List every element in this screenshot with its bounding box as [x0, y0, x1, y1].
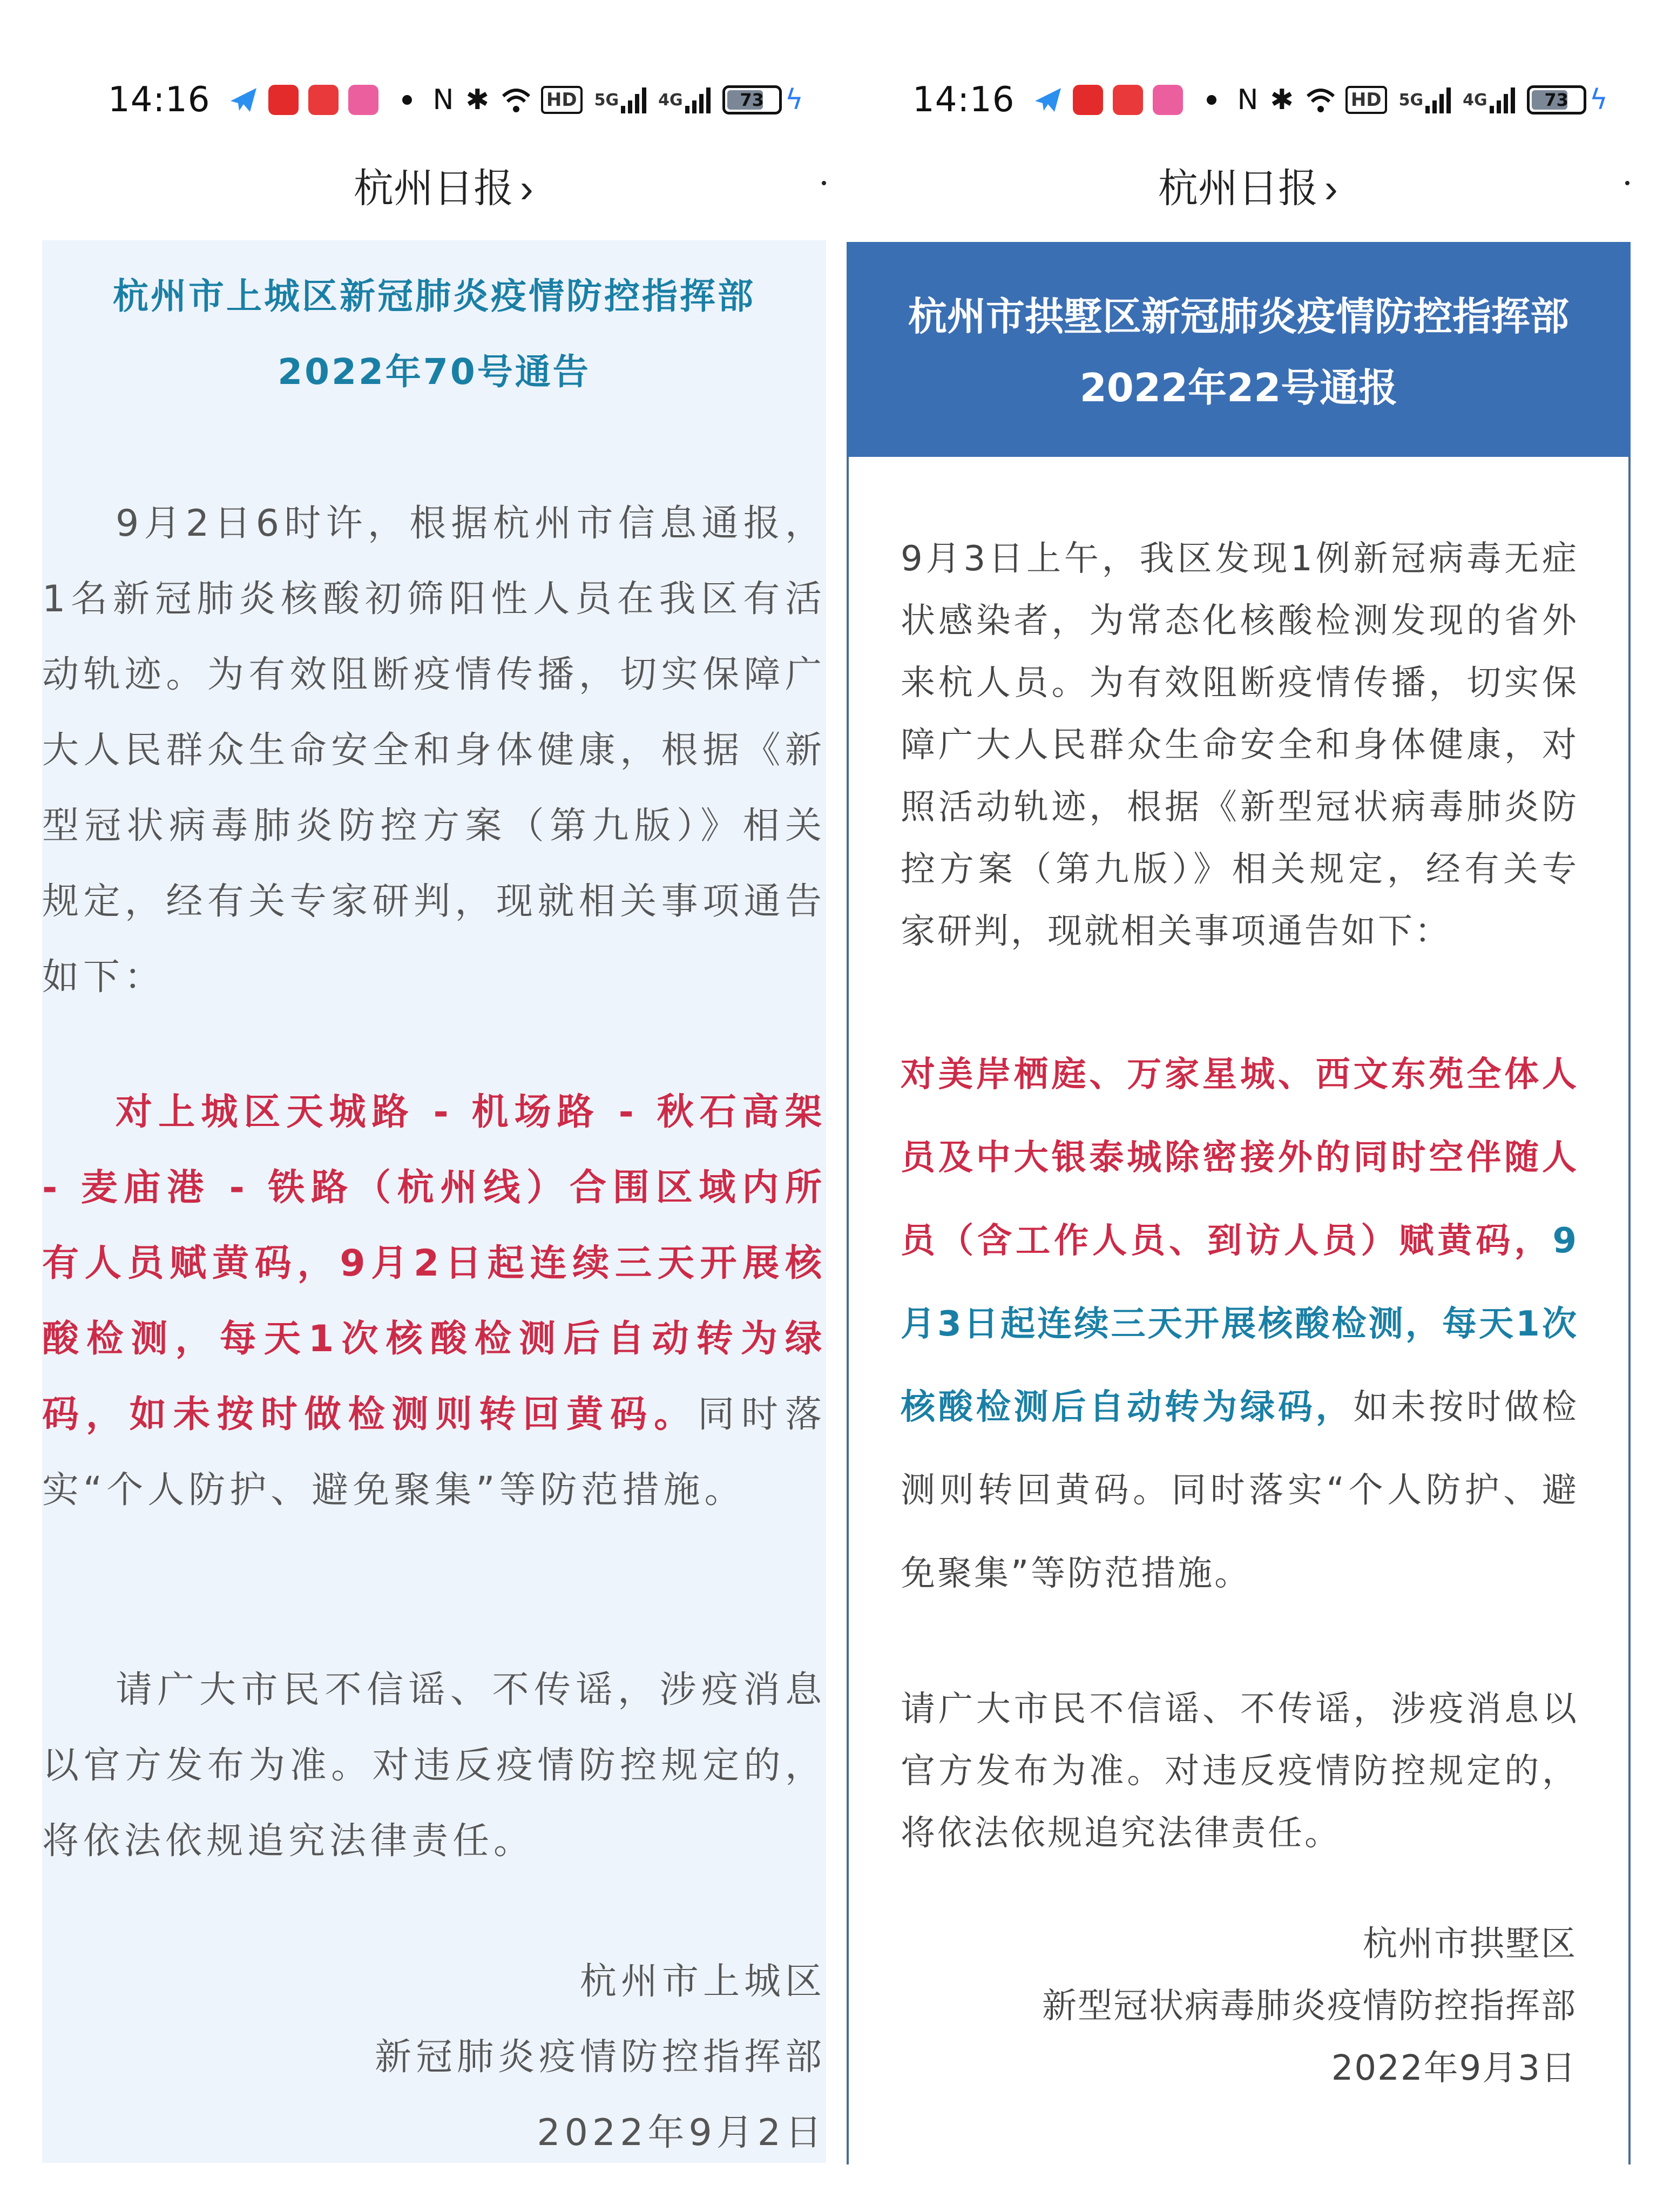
red-app-icon — [1073, 85, 1103, 115]
battery-level: 73 — [1544, 90, 1568, 110]
signature-org: 杭州市拱墅区 — [1363, 1924, 1577, 1964]
signal-4g-label: 4G — [658, 90, 683, 110]
signal-5g-icon — [1425, 86, 1451, 113]
signal-4g-label: 4G — [1463, 90, 1487, 110]
notice-title: 杭州市拱墅区新冠肺炎疫情防控指挥部 — [908, 294, 1569, 339]
bluetooth-icon: ✱ — [465, 84, 489, 116]
plane-icon — [1033, 85, 1063, 115]
paragraph-2-rest: 同时落实“个人防护、避免聚集”等防范措施。 — [42, 1393, 826, 1512]
signature-org: 杭州市上城区 — [579, 1960, 826, 2003]
notice-paragraph-1: 9月2日6时许，根据杭州市信息通报，1名新冠肺炎核酸初筛阳性人员在我区有活动轨迹。为有效阻断疫情传播，切实保障广大人民群众生命安全和身体健康，根据《新型冠状病毒肺炎防控方案（第九版）》相关规定，经有关专家研判，现就相关事项通告如下： — [42, 502, 826, 999]
signature-date: 2022年9月2日 — [537, 2112, 826, 2154]
bluetooth-icon: ✱ — [1270, 84, 1294, 116]
notice-title: 杭州市上城区新冠肺炎疫情防控指挥部 — [113, 275, 755, 317]
paragraph-2-rest: 如未按时做检测则转回黄码。同时落实“个人防护、避免聚集”等防范措施。 — [901, 1387, 1579, 1594]
notification-dot-icon — [402, 95, 412, 105]
left-notice-panel — [42, 240, 826, 2163]
status-time: 14:16 — [912, 80, 1015, 120]
testing-instruction: 9月3日起连续三天开展核酸检测，每天1次核酸检测后自动转为绿码， — [901, 1221, 1579, 1427]
signature-dept: 新型冠状病毒肺炎疫情防控指挥部 — [1042, 1986, 1577, 2026]
signal-4g-icon — [1490, 86, 1515, 113]
pink-app-icon — [348, 85, 378, 115]
notice-paragraph-2 — [42, 1075, 826, 1528]
red-app-icon-2 — [1113, 85, 1143, 115]
red-app-icon-2 — [308, 85, 339, 115]
battery-icon — [722, 85, 782, 114]
highlighted-instruction: 对上城区天城路 - 机场路 - 秋石高架 - 麦庙港 - 铁路（杭州线）合围区域内所有人员赋黄码，9月2日起连续三天开展核酸检测，每天1次核酸检测后自动转为绿码，如未按时做检测则转回黄码。 — [42, 1091, 826, 1436]
hd-icon: HD — [541, 86, 583, 114]
signature-date: 2022年9月3日 — [1331, 2048, 1577, 2088]
nfc-icon: N — [1237, 84, 1259, 116]
source-title: 杭州日报 — [354, 166, 513, 211]
highlighted-instruction: 对美岸栖庭、万家星城、西文东苑全体人员及中大银泰城除密接外的同时空伴随人员（含工作人员、到访人员）赋黄码， — [901, 1055, 1579, 1261]
more-dot-icon[interactable] — [822, 181, 826, 185]
source-title-button[interactable] — [354, 157, 533, 214]
status-time: 14:16 — [108, 80, 211, 120]
notice-number: 2022年22号通报 — [1079, 365, 1398, 410]
notice-paragraph-3: 请广大市民不信谣、不传谣，涉疫消息以官方发布为准。对违反疫情防控规定的，将依法依规追究法律责任。 — [42, 1669, 826, 1863]
nfc-icon: N — [432, 84, 454, 116]
signature-dept: 新冠肺炎疫情防控指挥部 — [374, 2036, 826, 2079]
battery-icon — [1527, 85, 1586, 114]
notice-number: 2022年70号通告 — [278, 351, 591, 393]
signal-5g-label: 5G — [1398, 90, 1424, 110]
notification-dot-icon — [1207, 95, 1216, 105]
chevron-right-icon: › — [520, 166, 533, 211]
status-bar-right — [912, 76, 1608, 124]
notice-paragraph-2 — [901, 1033, 1579, 1615]
source-title: 杭州日报 — [1158, 166, 1318, 211]
status-bar — [108, 76, 803, 124]
notice-paragraph-1: 9月3日上午，我区发现1例新冠病毒无症状感染者，为常态化核酸检测发现的省外来杭人员。为有效阻断疫情传播，切实保障广大人民群众生命安全和身体健康，对照活动轨迹，根据《新型冠状病毒肺炎防控方案（第九版）》相关规定，经有关专家研判，现就相关事项通告如下： — [901, 539, 1579, 952]
wifi-icon — [501, 86, 531, 113]
notice-header-banner — [847, 242, 1631, 457]
signal-4g-icon — [685, 86, 711, 113]
chevron-right-icon: › — [1324, 166, 1338, 211]
signal-5g-label: 5G — [594, 90, 619, 110]
charging-icon: ϟ — [785, 84, 803, 116]
right-notice-panel — [847, 242, 1631, 2164]
hd-icon: HD — [1345, 86, 1387, 114]
notice-paragraph-3: 请广大市民不信谣、不传谣，涉疫消息以官方发布为准。对违反疫情防控规定的，将依法依规追究法律责任。 — [901, 1689, 1579, 1853]
signal-5g-icon — [621, 86, 646, 113]
red-app-icon — [268, 85, 299, 115]
plane-icon — [228, 85, 259, 115]
charging-icon: ϟ — [1589, 84, 1608, 116]
more-dot-icon[interactable] — [1625, 181, 1629, 185]
pink-app-icon — [1153, 85, 1183, 115]
source-title-button[interactable] — [1158, 157, 1338, 214]
wifi-icon — [1306, 86, 1336, 113]
battery-level: 73 — [740, 90, 764, 110]
